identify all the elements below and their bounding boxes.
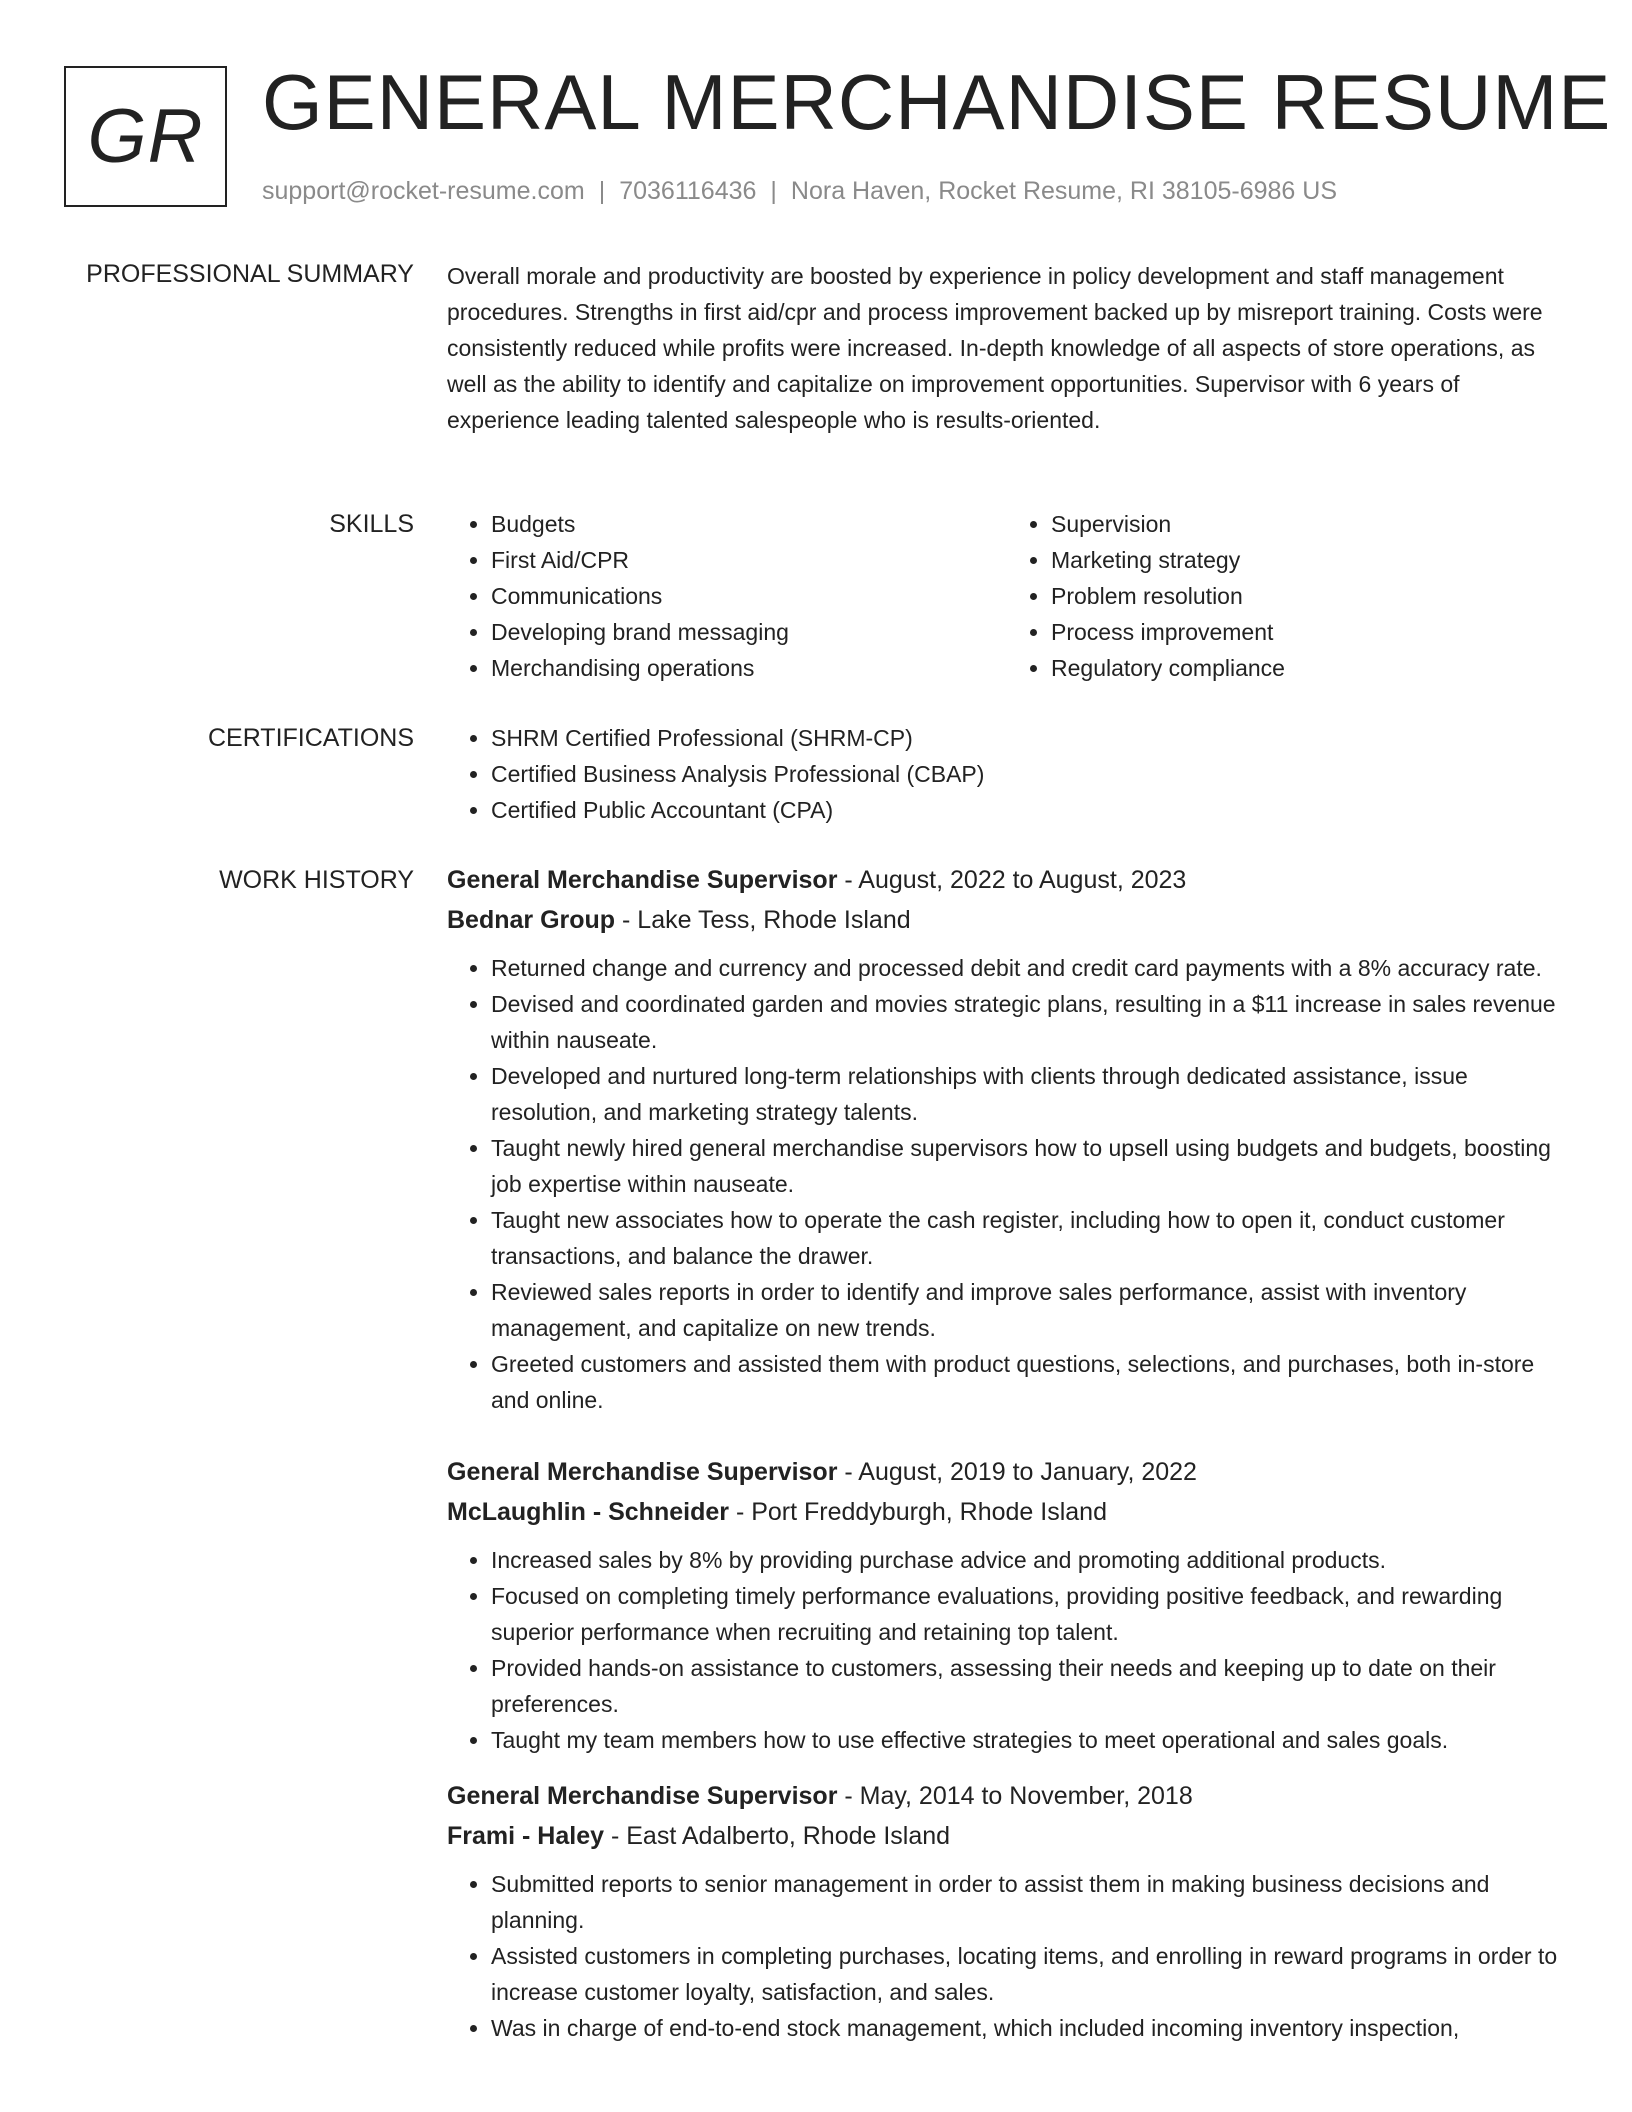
skill-item: • Developing brand messaging — [491, 614, 1007, 650]
job-location: - Lake Tess, Rhode Island — [622, 906, 911, 934]
summary-text: Overall morale and productivity are boosted by experience in policy development and staff management procedures. Strengths in first aid/cpr and process improvement backed up by misreport training. Costs were consistently reduced while profits were increased. In-depth knowledge of all aspects of store operations, as well as the ability to identify and capitalize on improvement opportunities. Supervisor with 6 years of experience leading talented salespeople who is results-oriented. — [447, 263, 1543, 433]
job-bullets — [447, 1542, 1567, 1758]
skill-item: • Problem resolution — [1051, 578, 1567, 614]
contact-phone[interactable]: 7036116436 — [619, 177, 757, 205]
certifications-list — [447, 720, 1567, 828]
skill-item: • Budgets — [491, 506, 1007, 542]
job-title: General Merchandise Supervisor — [447, 1782, 838, 1810]
section-label-work-history: WORK HISTORY — [219, 866, 414, 894]
separator: | — [770, 177, 777, 205]
contact-line — [262, 173, 1337, 209]
job-employer-line — [447, 900, 1567, 940]
job-bullets — [447, 950, 1567, 1418]
separator: | — [598, 177, 606, 205]
job-dates: - August, 2022 to August, 2023 — [844, 866, 1187, 894]
job-employer-line — [447, 1816, 1567, 1856]
job-entry — [447, 1452, 1567, 1758]
contact-address: Nora Haven, Rocket Resume, RI 38105-6986 US — [790, 177, 1338, 205]
job-bullet: • Greeted customers and assisted them with product questions, selections, and purchases, both in-store and online. — [491, 1346, 1567, 1418]
section-skills — [447, 506, 1567, 686]
skill-item: • Marketing strategy — [1051, 542, 1567, 578]
job-bullets — [447, 1866, 1567, 2046]
job-title-line — [447, 1776, 1567, 1816]
job-location: - East Adalberto, Rhode Island — [610, 1822, 951, 1850]
skill-item: • Supervision — [1051, 506, 1567, 542]
job-entry — [447, 1776, 1567, 2046]
job-bullet: • Increased sales by 8% by providing purchase advice and promoting additional products. — [491, 1542, 1567, 1578]
certification-item: • SHRM Certified Professional (SHRM-CP) — [491, 720, 1567, 756]
job-employer: Bednar Group — [447, 906, 616, 934]
skills-list-left — [447, 506, 1007, 686]
job-title: General Merchandise Supervisor — [447, 866, 838, 894]
job-bullet: • Devised and coordinated garden and movies strategic plans, resulting in a $11 increase in sales revenue within nauseate. — [491, 986, 1567, 1058]
certification-item: • Certified Public Accountant (CPA) — [491, 792, 1567, 828]
job-bullet: • Taught new associates how to operate the cash register, including how to open it, conduct customer transactions, and balance the drawer. — [491, 1202, 1567, 1274]
section-label-certifications: CERTIFICATIONS — [207, 724, 414, 752]
job-bullet: • Reviewed sales reports in order to identify and improve sales performance, assist with inventory management, and capitalize on new trends. — [491, 1274, 1567, 1346]
section-summary — [447, 258, 1567, 438]
skill-item: • Regulatory compliance — [1051, 650, 1567, 686]
skill-item: • Process improvement — [1051, 614, 1567, 650]
resume-title: GENERAL MERCHANDISE RESUME — [262, 58, 1612, 146]
job-employer: McLaughlin - Schneider — [447, 1498, 729, 1526]
skill-item: • Merchandising operations — [491, 650, 1007, 686]
job-bullet: • Taught newly hired general merchandise supervisors how to upsell using budgets and budgets, boosting job expertise within nauseate. — [491, 1130, 1567, 1202]
job-bullet: • Developed and nurtured long-term relationships with clients through dedicated assistance, issue resolution, and marketing strategy talents. — [491, 1058, 1567, 1130]
job-entry — [447, 860, 1567, 1418]
section-certifications — [447, 720, 1567, 828]
job-dates: - May, 2014 to November, 2018 — [844, 1782, 1193, 1810]
skill-item: • Communications — [491, 578, 1007, 614]
job-bullet: • Was in charge of end-to-end stock management, which included incoming inventory inspection, — [491, 2010, 1567, 2046]
job-title-line — [447, 860, 1567, 900]
job-employer-line — [447, 1492, 1567, 1532]
section-label-skills: SKILLS — [329, 510, 414, 538]
monogram-logo: GR — [64, 66, 227, 207]
section-work-history — [447, 860, 1567, 2062]
job-title-line — [447, 1452, 1567, 1492]
job-bullet: • Provided hands-on assistance to customers, assessing their needs and keeping up to date on their preferences. — [491, 1650, 1567, 1722]
section-label-summary: PROFESSIONAL SUMMARY — [86, 260, 414, 288]
job-bullet: • Taught my team members how to use effective strategies to meet operational and sales goals. — [491, 1722, 1567, 1758]
job-bullet: • Focused on completing timely performance evaluations, providing positive feedback, and rewarding superior performance when recruiting and retaining top talent. — [491, 1578, 1567, 1650]
contact-email[interactable]: support@rocket-resume.com — [262, 177, 585, 205]
certification-item: • Certified Business Analysis Professional (CBAP) — [491, 756, 1567, 792]
job-bullet: • Assisted customers in completing purchases, locating items, and enrolling in reward programs in order to increase customer loyalty, satisfaction, and sales. — [491, 1938, 1567, 2010]
job-bullet: • Submitted reports to senior management in order to assist them in making business decisions and planning. — [491, 1866, 1567, 1938]
job-bullet: • Returned change and currency and processed debit and credit card payments with a 8% accuracy rate. — [491, 950, 1567, 986]
skill-item: • First Aid/CPR — [491, 542, 1007, 578]
job-dates: - August, 2019 to January, 2022 — [844, 1458, 1197, 1486]
job-title: General Merchandise Supervisor — [447, 1458, 838, 1486]
skills-list-right — [1007, 506, 1567, 686]
job-location: - Port Freddyburgh, Rhode Island — [735, 1498, 1107, 1526]
job-employer: Frami - Haley — [447, 1822, 605, 1850]
